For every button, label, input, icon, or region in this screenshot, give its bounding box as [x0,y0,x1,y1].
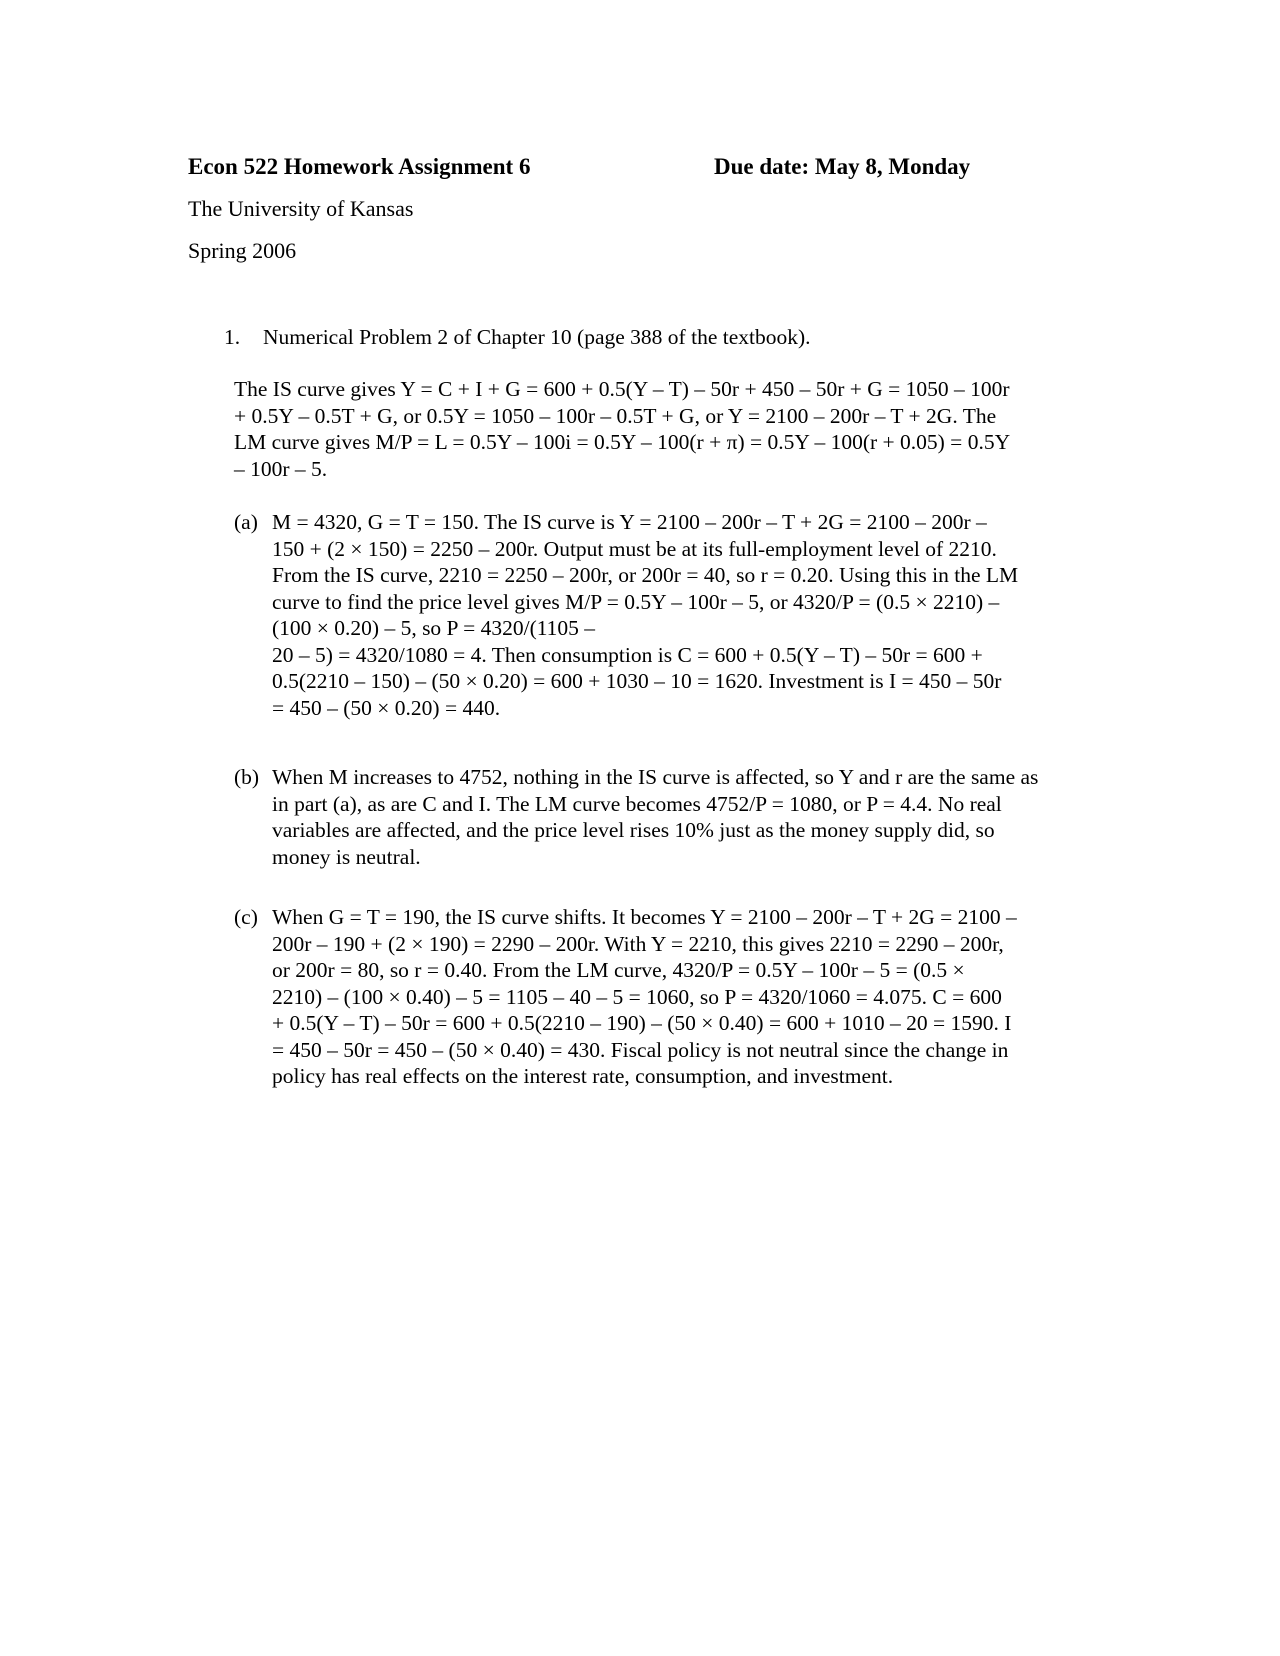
question-text: Numerical Problem 2 of Chapter 10 (page 388 of the textbook). [263,325,811,349]
paragraph-line: M = 4320, G = T = 150. The IS curve is Y = 2100 – 200r – T + 2G = 2100 – 200r – [272,510,987,534]
paragraph-line: 20 – 5) = 4320/1080 = 4. Then consumption is C = 600 + 0.5(Y – T) – 50r = 600 + [272,642,983,667]
paragraph-line: variables are affected, and the price level rises 10% just as the money supply did, so [272,818,995,842]
paragraph-line: When M increases to 4752, nothing in the IS curve is affected, so Y and r are the same as [272,765,1039,789]
part-c-label: (c) [234,905,258,929]
question-item [224,322,811,352]
part-a-label: (a) [234,510,258,534]
paragraph-line: = 450 – 50r = 450 – (50 × 0.40) = 430. Fiscal policy is not neutral since the change in [272,1037,1009,1062]
part-b-body [272,764,1104,870]
paragraph-line: in part (a), as are C and I. The LM curve becomes 4752/P = 1080, or P = 4.4. No real [272,791,1002,816]
paragraph-line: + 0.5Y – 0.5T + G, or 0.5Y = 1050 – 100r – 0.5T + G, or Y = 2100 – 200r – T + 2G. The [234,403,997,428]
part-c-body [272,904,1104,1090]
question-number: 1. [224,325,241,349]
paragraph-line: = 450 – (50 × 0.20) = 440. [272,695,501,720]
paragraph-line: When G = T = 190, the IS curve shifts. It becomes Y = 2100 – 200r – T + 2G = 2100 – [272,905,1017,929]
paragraph-line: 2210) – (100 × 0.40) – 5 = 1105 – 40 – 5 = 1060, so P = 4320/1060 = 4.075. C = 600 [272,984,1002,1009]
paragraph-line: curve to find the price level gives M/P = 0.5Y – 100r – 5, or 4320/P = (0.5 × 2210) – [272,589,1000,614]
intro-paragraph [234,376,1096,482]
paragraph-line: money is neutral. [272,844,421,869]
document-header [188,151,1088,183]
paragraph-line: The IS curve gives Y = C + I + G = 600 + 0.5(Y – T) – 50r + 450 – 50r + G = 1050 – 100r [234,377,1010,401]
paragraph-line: + 0.5(Y – T) – 50r = 600 + 0.5(2210 – 190) – (50 × 0.40) = 600 + 1010 – 20 = 1590. I [272,1011,1012,1035]
paragraph-line: 150 + (2 × 150) = 2250 – 200r. Output must be at its full-employment level of 2210. [272,536,997,561]
paragraph-line: 200r – 190 + (2 × 190) = 2290 – 200r. With Y = 2210, this gives 2210 = 2290 – 200r, [272,931,1004,956]
part-b-label: (b) [234,765,260,789]
paragraph-line: LM curve gives M/P = L = 0.5Y – 100i = 0.5Y – 100(r + π) = 0.5Y – 100(r + 0.05) = 0.5Y [234,430,1011,454]
paragraph-line: or 200r = 80, so r = 0.40. From the LM curve, 4320/P = 0.5Y – 100r – 5 = (0.5 × [272,958,965,982]
paragraph-line: policy has real effects on the interest rate, consumption, and investment. [272,1064,894,1088]
paragraph-line: From the IS curve, 2210 = 2250 – 200r, or 200r = 40, so r = 0.20. Using this in the LM [272,563,1019,587]
due-date: Due date: May 8, Monday [714,154,971,179]
part-a-body [272,509,1104,721]
paragraph-line: 0.5(2210 – 150) – (50 × 0.20) = 600 + 1030 – 10 = 1620. Investment is I = 450 – 50r [272,669,1002,693]
paragraph-line: (100 × 0.20) – 5, so P = 4320/(1105 – [272,616,596,640]
assignment-title: Econ 522 Homework Assignment 6 [188,154,531,179]
institution-name: The University of Kansas [188,196,414,221]
term-label: Spring 2006 [188,238,297,263]
paragraph-line: – 100r – 5. [234,456,328,481]
